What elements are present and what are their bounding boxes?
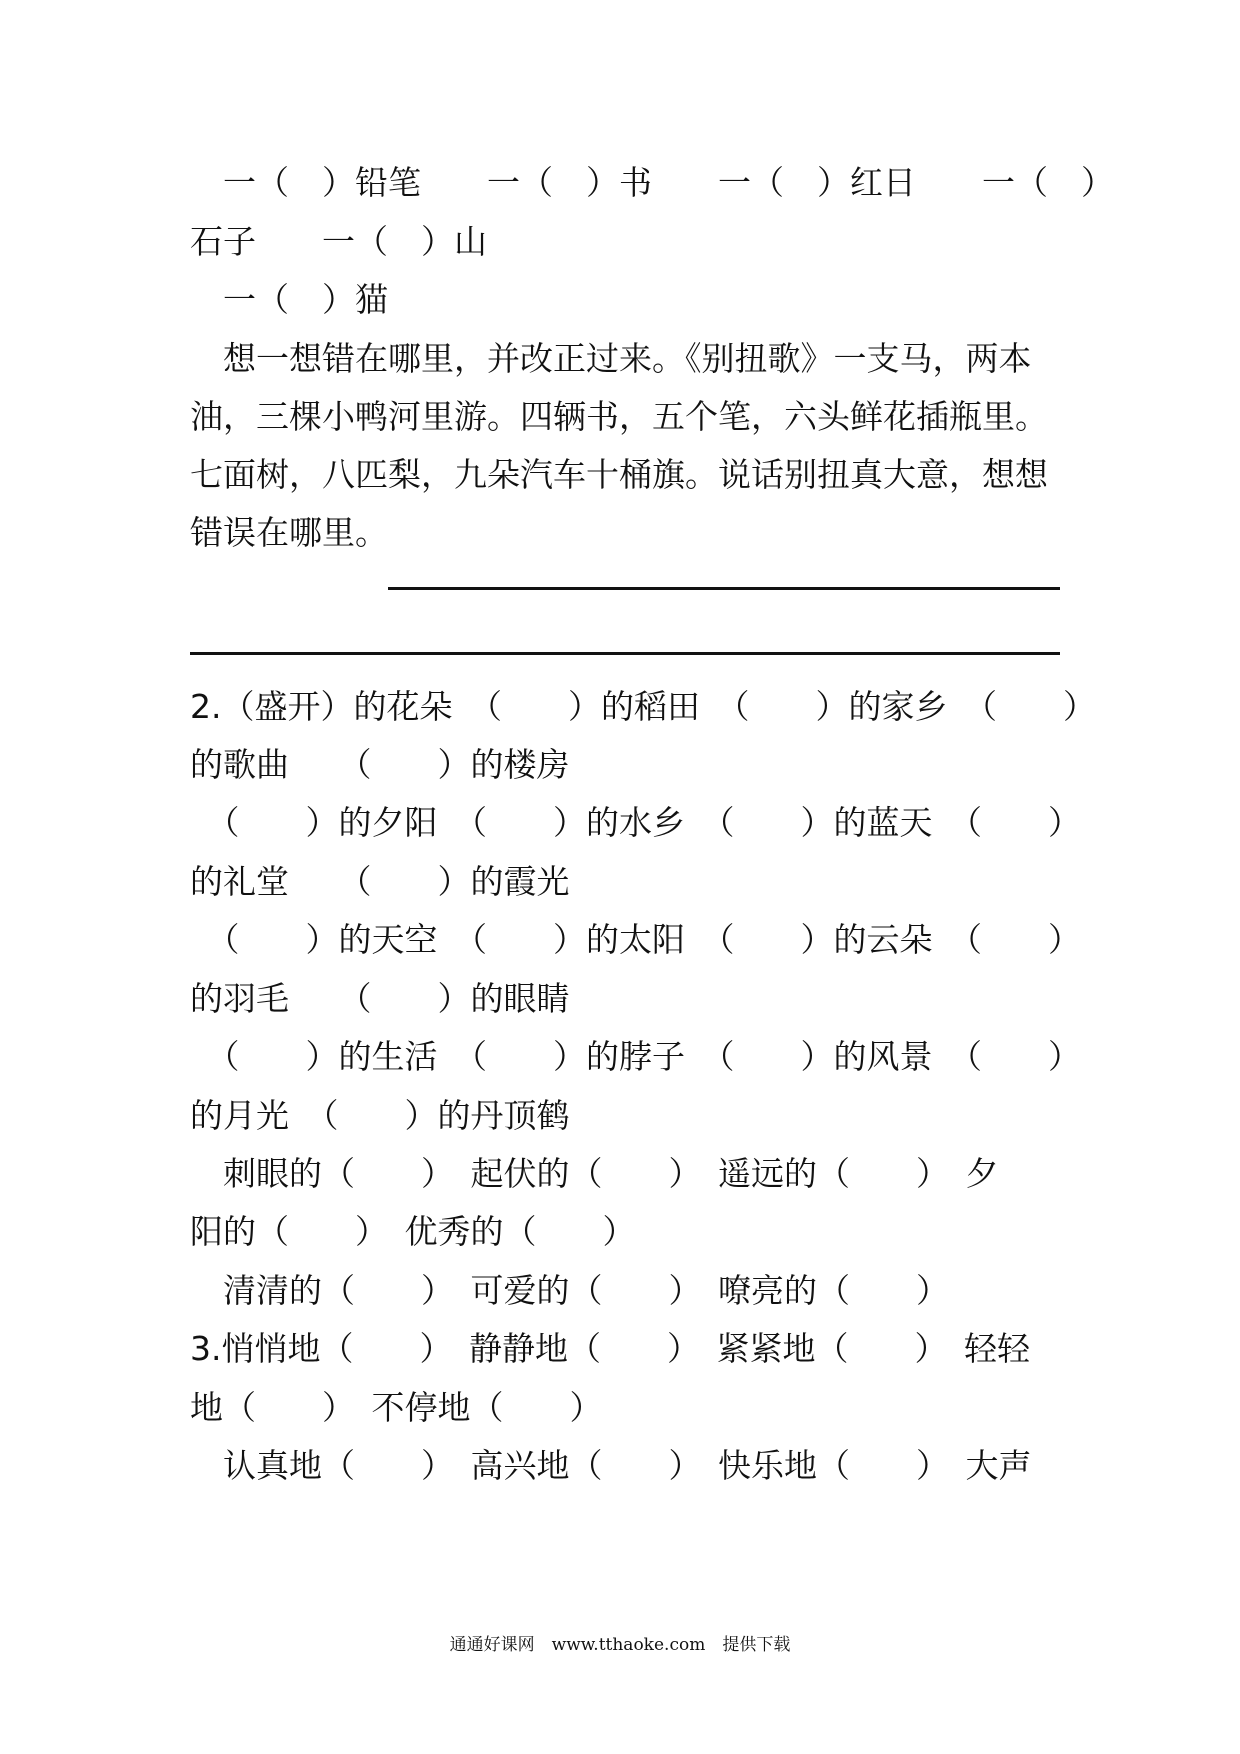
q2-row-2: （ ）的夕阳 （ ）的水乡 （ ）的蓝天 （ ） bbox=[190, 803, 1081, 842]
q2-row-3-cont: 的羽毛 （ ）的眼睛 bbox=[190, 979, 570, 1018]
q2-row-5: 刺眼的（ ） 起伏的（ ） 遥远的（ ） 夕 bbox=[190, 1154, 999, 1193]
q2-row-4-cont: 的月光 （ ）的丹顶鹤 bbox=[190, 1096, 570, 1135]
q2-row-1-cont: 的歌曲 （ ）的楼房 bbox=[190, 745, 570, 784]
q2-row-2-cont: 的礼堂 （ ）的霞光 bbox=[190, 862, 570, 901]
q2-row-1: 2.（盛开）的花朵 （ ）的稻田 （ ）的家乡 （ ） bbox=[190, 687, 1096, 726]
answer-blank-line-1[interactable] bbox=[388, 587, 1060, 590]
measure-word-row-1: 一（ ）铅笔 一（ ）书 一（ ）红日 一（ ） bbox=[190, 163, 1114, 202]
song-text-line-4: 错误在哪里。 bbox=[190, 513, 388, 552]
q3-row-1: 3.悄悄地（ ） 静静地（ ） 紧紧地（ ） 轻轻 bbox=[190, 1329, 1030, 1368]
q3-row-1-cont: 地（ ） 不停地（ ） bbox=[190, 1388, 603, 1427]
q2-row-4: （ ）的生活 （ ）的脖子 （ ）的风景 （ ） bbox=[190, 1037, 1081, 1076]
measure-word-row-1-cont: 石子 一（ ）山 bbox=[190, 222, 487, 261]
q3-row-2: 认真地（ ） 高兴地（ ） 快乐地（ ） 大声 bbox=[190, 1446, 1032, 1485]
correction-instruction: 想一想错在哪里，并改正过来。《别扭歌》一支马，两本 bbox=[190, 339, 1032, 378]
song-text-line-3: 七面树，八匹梨，九朵汽车十桶旗。说话别扭真大意，想想 bbox=[190, 455, 1048, 494]
measure-word-row-2: 一（ ）猫 bbox=[190, 280, 388, 319]
download-footer: 通通好课网 www.tthaoke.com 提供下载 bbox=[449, 1635, 791, 1655]
q2-row-3: （ ）的天空 （ ）的太阳 （ ）的云朵 （ ） bbox=[190, 920, 1081, 959]
song-text-line-2: 油，三棵小鸭河里游。四辆书，五个笔，六头鲜花插瓶里。 bbox=[190, 397, 1048, 436]
q2-row-6: 清清的（ ） 可爱的（ ） 嘹亮的（ ） bbox=[190, 1271, 949, 1310]
answer-blank-line-2[interactable] bbox=[190, 652, 1060, 655]
q2-row-5-cont: 阳的（ ） 优秀的（ ） bbox=[190, 1212, 636, 1251]
